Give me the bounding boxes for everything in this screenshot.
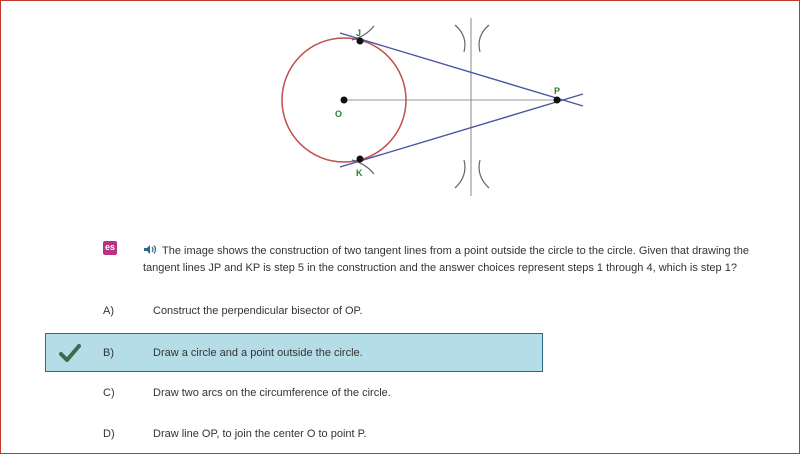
point-j (357, 38, 364, 45)
choice-letter: D) (103, 428, 115, 440)
choice-b[interactable] (45, 333, 543, 372)
choice-text: Draw two arcs on the circumference of the circle. (153, 387, 391, 399)
point-o (341, 97, 348, 104)
point-k (357, 156, 364, 163)
bisector-arc-bottom-right (479, 160, 489, 188)
choice-text: Draw line OP, to join the center O to point P. (153, 428, 367, 440)
tangent-construction-diagram (0, 0, 800, 200)
speaker-icon[interactable] (143, 243, 162, 260)
question-text (143, 243, 773, 277)
choice-letter: B) (103, 347, 114, 359)
tangent-line-kp (340, 94, 583, 167)
choice-d[interactable] (45, 415, 543, 453)
tangent-line-jp (340, 33, 583, 106)
choice-a[interactable] (45, 292, 543, 330)
label-o: O (335, 109, 343, 119)
bisector-arc-bottom-left (455, 160, 465, 188)
label-p: P (554, 86, 561, 96)
choice-text: Construct the perpendicular bisector of OP. (153, 305, 363, 317)
label-j: J (356, 28, 362, 38)
check-icon (59, 344, 81, 362)
spanish-language-badge[interactable]: es (103, 241, 117, 255)
label-k: K (356, 168, 363, 178)
point-p (554, 97, 561, 104)
choice-text: Draw a circle and a point outside the circle. (153, 347, 363, 359)
choice-c[interactable] (45, 374, 543, 412)
bisector-arc-top-left (455, 25, 465, 52)
question-body: The image shows the construction of two tangent lines from a point outside the circle to the circle. Given that drawing the tangent lines JP and KP is step 5 in the construction and the answer choices represent steps 1 through 4, which is step 1? (143, 245, 749, 274)
choice-letter: C) (103, 387, 115, 399)
choice-letter: A) (103, 305, 114, 317)
bisector-arc-top-right (479, 25, 489, 52)
